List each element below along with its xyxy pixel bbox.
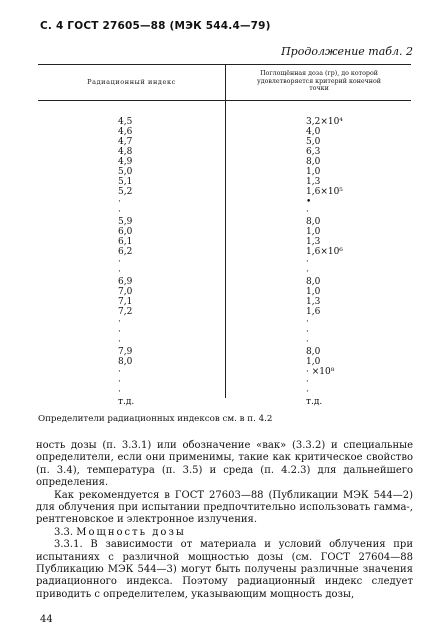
col-header-line: удовлетворяется критерий конечной [257, 77, 381, 85]
table-cell-index: 4,9 [118, 157, 133, 167]
table-cell-index: 4,7 [118, 137, 133, 147]
section-heading [36, 527, 413, 539]
paragraph: 3.3.1. В зависимости от материала и условий облучения при испытаниях с различной мощностью дозы (см. ГОСТ 27604—88 Публикацию МЭК 544—3) могут быть получены различные значения радиационного индекса. Поэтому радиационный индекс следует приводить с определителем, указывающим мощность дозы, [36, 539, 413, 600]
table-cell-index: 5,0 [118, 167, 133, 177]
table-cell-index: 7,0 [118, 287, 133, 297]
section-number: 3.3. [54, 526, 77, 538]
col-header-line: точки [309, 85, 329, 92]
table-cell-index: · [118, 327, 121, 337]
table-cell-dose: · [306, 337, 309, 347]
col-header-line: Поглощённая доза (гр), до которой [260, 70, 378, 77]
table-cell-dose: 1,3 [306, 297, 321, 307]
table-cell-dose: · [306, 327, 309, 337]
page-header: С. 4 ГОСТ 27605—88 (МЭК 544.4—79) [40, 20, 271, 32]
table-cell-dose: 1,6×10⁶ [306, 247, 343, 257]
table-cell-index: 6,2 [118, 247, 133, 257]
table-cell-dose: · [306, 257, 309, 267]
table-cell-dose: 6,3 [306, 147, 321, 157]
paragraph: ность дозы (п. 3.3.1) или обозначение «вак» (3.3.2) и специальные определители, если они применимы, такие как критическое свойство (п. 3.4), температура (п. 3.5) и среда (п. 4.2.3) для дальнейшего определения. [36, 440, 413, 489]
table-cell-index: · [118, 317, 121, 327]
table-cell-index: 8,0 [118, 357, 133, 367]
table-cell-index: т.д. [118, 397, 135, 407]
table-cell-index: · [118, 377, 121, 387]
col-header-absorbed-dose [229, 70, 409, 93]
table-cell-index: · [118, 337, 121, 347]
table-cell-index: 5,9 [118, 217, 133, 227]
table-cell-dose: 8,0 [306, 347, 321, 357]
table-cell-index: · [118, 387, 121, 397]
body-text [36, 440, 413, 601]
page-number: 44 [40, 614, 53, 625]
table-cell-dose: 1,0 [306, 167, 321, 177]
table-cell-dose: · [306, 267, 309, 277]
table-cell-index: 4,8 [118, 147, 133, 157]
table-cell-index: · [118, 257, 121, 267]
table-cell-index: · [118, 267, 121, 277]
table-cell-dose: 1,0 [306, 287, 321, 297]
table-cell-index: · [118, 207, 121, 217]
section-title: Мощность дозы [76, 526, 186, 538]
table-cell-dose: 5,0 [306, 137, 321, 147]
table-cell-index: 6,9 [118, 277, 133, 287]
table-cell-dose: 1,6×10⁵ [306, 187, 343, 197]
table-cell-index: 5,1 [118, 177, 133, 187]
table-cell-index: 7,1 [118, 297, 133, 307]
table-cell-index: · [118, 367, 121, 377]
table-cell-index: 6,1 [118, 237, 133, 247]
table-cell-dose: · [306, 377, 309, 387]
col-header-radiation-index: Радиационный индекс [87, 78, 176, 86]
table-footnote: Определители радиационных индексов см. в п. 4.2 [38, 414, 273, 424]
table-cell-dose: · ×10⁸ [306, 367, 335, 377]
table-cell-dose: 1,3 [306, 177, 321, 187]
table-cell-dose: 3,2×10⁴ [306, 117, 343, 127]
table-cell-index: 4,5 [118, 117, 133, 127]
table-cell-dose: 1,6 [306, 307, 321, 317]
table-cell-dose: 1,3 [306, 237, 321, 247]
table-cell-dose: · [306, 207, 309, 217]
table-cell-dose: 8,0 [306, 217, 321, 227]
table-cell-dose: 1,0 [306, 227, 321, 237]
table-cell-dose: • [306, 197, 312, 207]
table-cell-dose: 8,0 [306, 277, 321, 287]
table-cell-dose: 1,0 [306, 357, 321, 367]
table-cell-index: 7,2 [118, 307, 133, 317]
table-cell-dose: 4,0 [306, 127, 321, 137]
table-cell-index: 5,2 [118, 187, 133, 197]
table-cell-dose: т.д. [306, 397, 323, 407]
table-cell-dose: 8,0 [306, 157, 321, 167]
table-cell-index: · [118, 197, 121, 207]
table-cell-index: 6,0 [118, 227, 133, 237]
paragraph: Как рекомендуется в ГОСТ 27603—88 (Публикации МЭК 544—2) для облучения при испытании предпочтительно использовать гамма-, рентгеновское и электронное излучения. [36, 489, 413, 526]
table-cell-dose: · [306, 317, 309, 327]
table-column-divider [225, 64, 226, 398]
table-cell-index: 4,6 [118, 127, 133, 137]
table-cell-index: 7,9 [118, 347, 133, 357]
table-continuation-label: Продолжение табл. 2 [281, 45, 413, 58]
table-cell-dose: · [306, 387, 309, 397]
